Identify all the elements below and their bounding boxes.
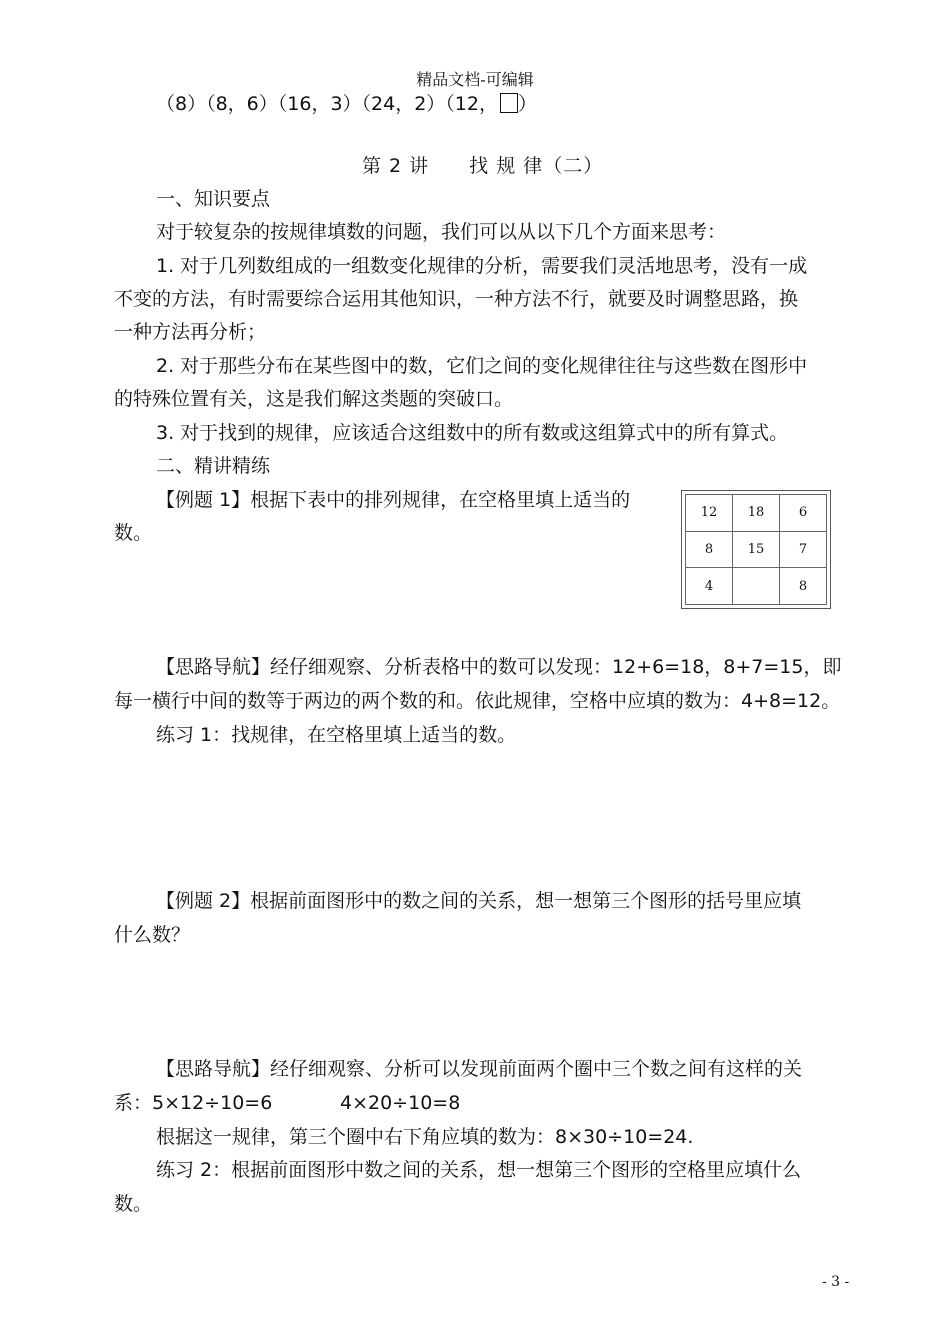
example-2-line-2: 什么数？ — [114, 924, 191, 946]
blank-table-cell — [733, 568, 780, 605]
table-row — [686, 531, 827, 568]
table-row — [686, 568, 827, 605]
example-2-hint-formula-2: 4×20÷10=8 — [340, 1092, 461, 1114]
table-cell: 12 — [686, 495, 733, 532]
page-header: 精品文档-可编辑 — [416, 70, 534, 89]
section-heading-1: 一、知识要点 — [156, 188, 271, 210]
example-1-line-1: 【例题 1】根据下表中的排列规律，在空格里填上适当的 — [156, 489, 631, 511]
example-2-hint-formula-1: 系：5×12÷10=6 — [114, 1092, 273, 1114]
example-1-table — [681, 490, 831, 609]
intro-paragraph: 对于较复杂的按规律填数的问题，我们可以从以下几个方面来思考： — [156, 221, 727, 243]
point-1-line-3: 一种方法再分析； — [114, 321, 267, 343]
table-cell: 4 — [686, 568, 733, 605]
example-2-line-1: 【例题 2】根据前面图形中的数之间的关系，想一想第三个图形的括号里应填 — [156, 890, 802, 912]
exercise-1: 练习 1：找规律，在空格里填上适当的数。 — [156, 724, 517, 746]
table-cell: 8 — [780, 568, 827, 605]
example-2-rule: 根据这一规律，第三个圈中右下角应填的数为：8×30÷10=24. — [156, 1126, 694, 1148]
lecture-title: 第 2 讲 找 规 律（二） — [362, 155, 604, 177]
point-2-line-2: 的特殊位置有关，这是我们解这类题的突破口。 — [114, 388, 514, 410]
point-2-line-1: 2. 对于那些分布在某些图中的数，它们之间的变化规律往往与这些数在图形中 — [156, 355, 808, 377]
point-3: 3. 对于找到的规律，应该适合这组数中的所有数或这组算式中的所有算式。 — [156, 422, 789, 444]
example-1-hint-line-1: 【思路导航】经仔细观察、分析表格中的数可以发现：12+6=18，8+7=15，即 — [156, 656, 842, 678]
point-1-line-2: 不变的方法，有时需要综合运用其他知识，一种方法不行，就要及时调整思路，换 — [114, 288, 799, 310]
number-sequence — [156, 92, 537, 116]
table-cell: 7 — [780, 531, 827, 568]
table-cell: 8 — [686, 531, 733, 568]
sequence-text: （8）（8，6）（16，3）（24，2）（12， — [156, 93, 498, 115]
table-cell: 18 — [733, 495, 780, 532]
example-1-line-2: 数。 — [114, 522, 153, 544]
blank-box-icon — [500, 93, 518, 113]
table-cell: 6 — [780, 495, 827, 532]
example-1-hint-line-2: 每一横行中间的数等于两边的两个数的和。依此规律，空格中应填的数为：4+8=12。 — [114, 690, 841, 712]
exercise-2-line-1: 练习 2：根据前面图形中数之间的关系，想一想第三个图形的空格里应填什么 — [156, 1159, 802, 1181]
sequence-tail: ） — [517, 93, 537, 115]
page-number: - 3 - — [822, 1274, 850, 1290]
exercise-2-line-2: 数。 — [114, 1193, 153, 1215]
table-row — [686, 495, 827, 532]
table-cell: 15 — [733, 531, 780, 568]
example-2-hint-line-1: 【思路导航】经仔细观察、分析可以发现前面两个圈中三个数之间有这样的关 — [156, 1058, 803, 1080]
section-heading-2: 二、精讲精练 — [156, 455, 271, 477]
point-1-line-1: 1. 对于几列数组成的一组数变化规律的分析，需要我们灵活地思考，没有一成 — [156, 255, 808, 277]
